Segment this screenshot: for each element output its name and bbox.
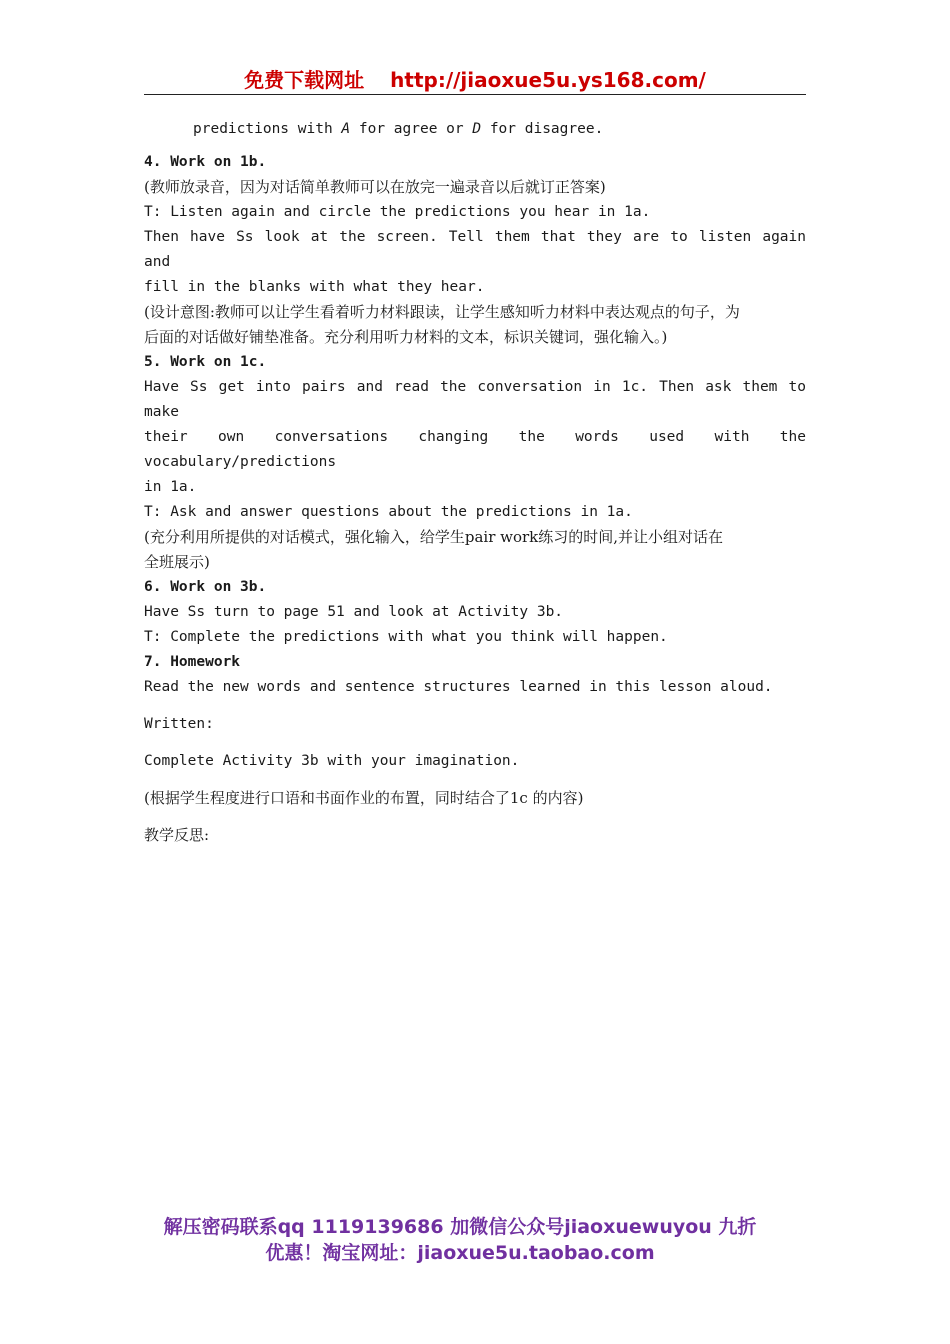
step5-text-line-1: Have Ss get into pairs and read the conversation in 1c. Then ask them to make [144, 379, 806, 420]
step7-text: Read the new words and sentence structures learned in this lesson aloud. [144, 679, 773, 695]
intro-pre: predictions with [193, 121, 342, 137]
reflection-label: 教学反思: [144, 826, 210, 844]
homework-note: (根据学生程度进行口语和书面作业的布置，同时结合了1c 的内容) [144, 789, 584, 807]
written-label: Written: [144, 716, 214, 732]
intro-mid: for agree or [350, 121, 473, 137]
step4-design-line-1: (设计意图:教师可以让学生看着听力材料跟读，让学生感知听力材料中表达观点的句子，为 [144, 303, 740, 321]
site-label: 免费下载网址 [244, 68, 365, 92]
step7-heading: 7. Homework [144, 654, 241, 670]
step4-then-line-1: Then have Ss look at the screen. Tell them that they are to listen again and [144, 229, 806, 270]
site-url[interactable]: http://jiaoxue5u.ys168.com/ [390, 68, 706, 92]
document-body [144, 117, 806, 848]
step4-note: (教师放录音，因为对话简单教师可以在放完一遍录音以后就订正答案) [144, 178, 606, 196]
step6-teacher-line: T: Complete the predictions with what you think will happen. [144, 629, 668, 645]
step5-text-line-2: their own conversations changing the words used with the vocabulary/predictions [144, 429, 806, 470]
step4-teacher-line: T: Listen again and circle the predictions you hear in 1a. [144, 204, 651, 220]
step4-design-line-2: 后面的对话做好铺垫准备。充分利用听力材料的文本，标识关键词，强化输入。) [144, 328, 668, 346]
step4-then-line-2: fill in the blanks with what they hear. [144, 279, 485, 295]
intro-post: for disagree. [481, 121, 604, 137]
footer-line-2: 优惠！淘宝网址：jiaoxue5u.taobao.com [265, 1242, 655, 1264]
step5-heading: 5. Work on 1c. [144, 354, 267, 370]
step6-heading: 6. Work on 3b. [144, 579, 267, 595]
intro-line [144, 117, 806, 142]
footer-line-1: 解压密码联系qq 1119139686 加微信公众号jiaoxuewuyou 九折 [163, 1216, 757, 1238]
intro-a: A [341, 121, 351, 137]
step4-heading: 4. Work on 1b. [144, 154, 267, 170]
step6-text: Have Ss turn to page 51 and look at Activity 3b. [144, 604, 564, 620]
page-header [144, 66, 806, 95]
step5-teacher-line: T: Ask and answer questions about the predictions in 1a. [144, 504, 633, 520]
step5-note-line-1: (充分利用所提供的对话模式，强化输入，给学生pair work练习的时间,并让小组对话在 [144, 528, 724, 546]
step5-text-line-3: in 1a. [144, 479, 197, 495]
step5-note-line-2: 全班展示) [144, 553, 210, 571]
intro-d: D [472, 121, 482, 137]
page-footer [0, 1214, 920, 1266]
written-text: Complete Activity 3b with your imagination. [144, 753, 520, 769]
